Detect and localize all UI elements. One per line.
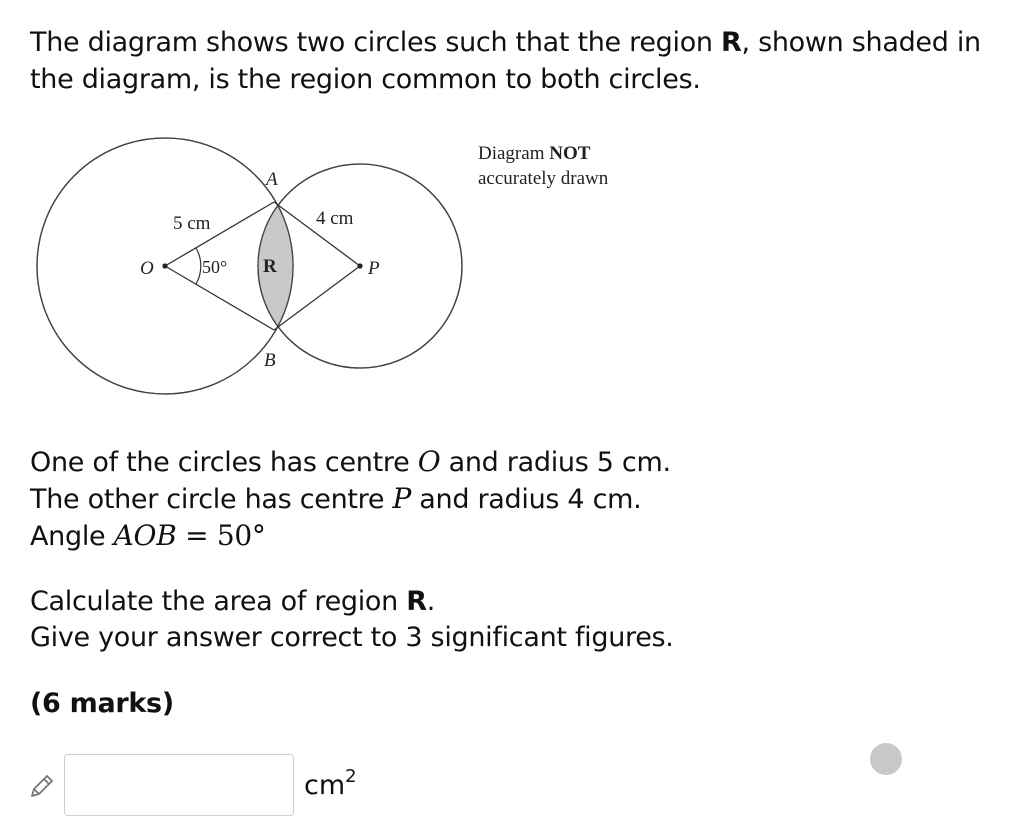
task1-suffix: . [426,586,436,617]
fact2-prefix: The other circle has centre [30,484,393,515]
fact3-var: AOB [113,519,177,552]
label-angle: 50° [202,257,228,277]
note-line1-bold: NOT [549,143,591,164]
note-line1-prefix: Diagram [478,143,550,164]
intro-region: R [721,27,742,58]
intro-prefix: The diagram shows two circles such that the region [30,27,722,58]
fact1-prefix: One of the circles has centre [30,447,418,478]
question-facts [30,444,671,555]
question-task [30,584,674,656]
label-a: A [266,169,278,190]
fact-line-2 [30,481,671,518]
label-r: R [263,256,277,277]
note-line1 [478,141,608,166]
point-o [162,263,167,268]
pencil-icon [28,772,56,800]
answer-input[interactable] [64,754,294,816]
status-dot [870,743,902,775]
note-line2: accurately drawn [478,168,609,189]
question-intro [30,24,1010,98]
fact-line-3 [30,518,671,555]
task-line-1 [30,584,674,620]
label-o: O [140,258,154,279]
answer-unit [304,766,357,801]
angle-arc [196,248,201,284]
circles-diagram [30,132,470,402]
fact2-var: P [392,482,412,515]
fact1-suffix: and radius 5 cm. [440,447,671,478]
fact3-eq: = 50° [176,519,266,552]
fact1-var: O [417,445,441,478]
fact2-suffix: and radius 4 cm. [411,484,642,515]
label-p: P [368,258,380,279]
unit-base: cm [304,770,346,801]
marks-label: (6 marks) [30,688,174,719]
unit-exponent: 2 [345,766,357,787]
fact-line-1 [30,444,671,481]
intro-suffix: , shown shaded in the diagram, is the region common to both circles. [30,27,981,95]
fact3-prefix: Angle [30,521,114,552]
task1-prefix: Calculate the area of region [30,586,407,617]
point-p [357,263,362,268]
task1-region: R [406,586,427,617]
label-5cm: 5 cm [173,213,211,234]
diagram-note [478,141,608,191]
task-line-2: Give your answer correct to 3 significant figures. [30,622,674,653]
label-b: B [264,350,276,371]
label-4cm: 4 cm [316,208,354,229]
